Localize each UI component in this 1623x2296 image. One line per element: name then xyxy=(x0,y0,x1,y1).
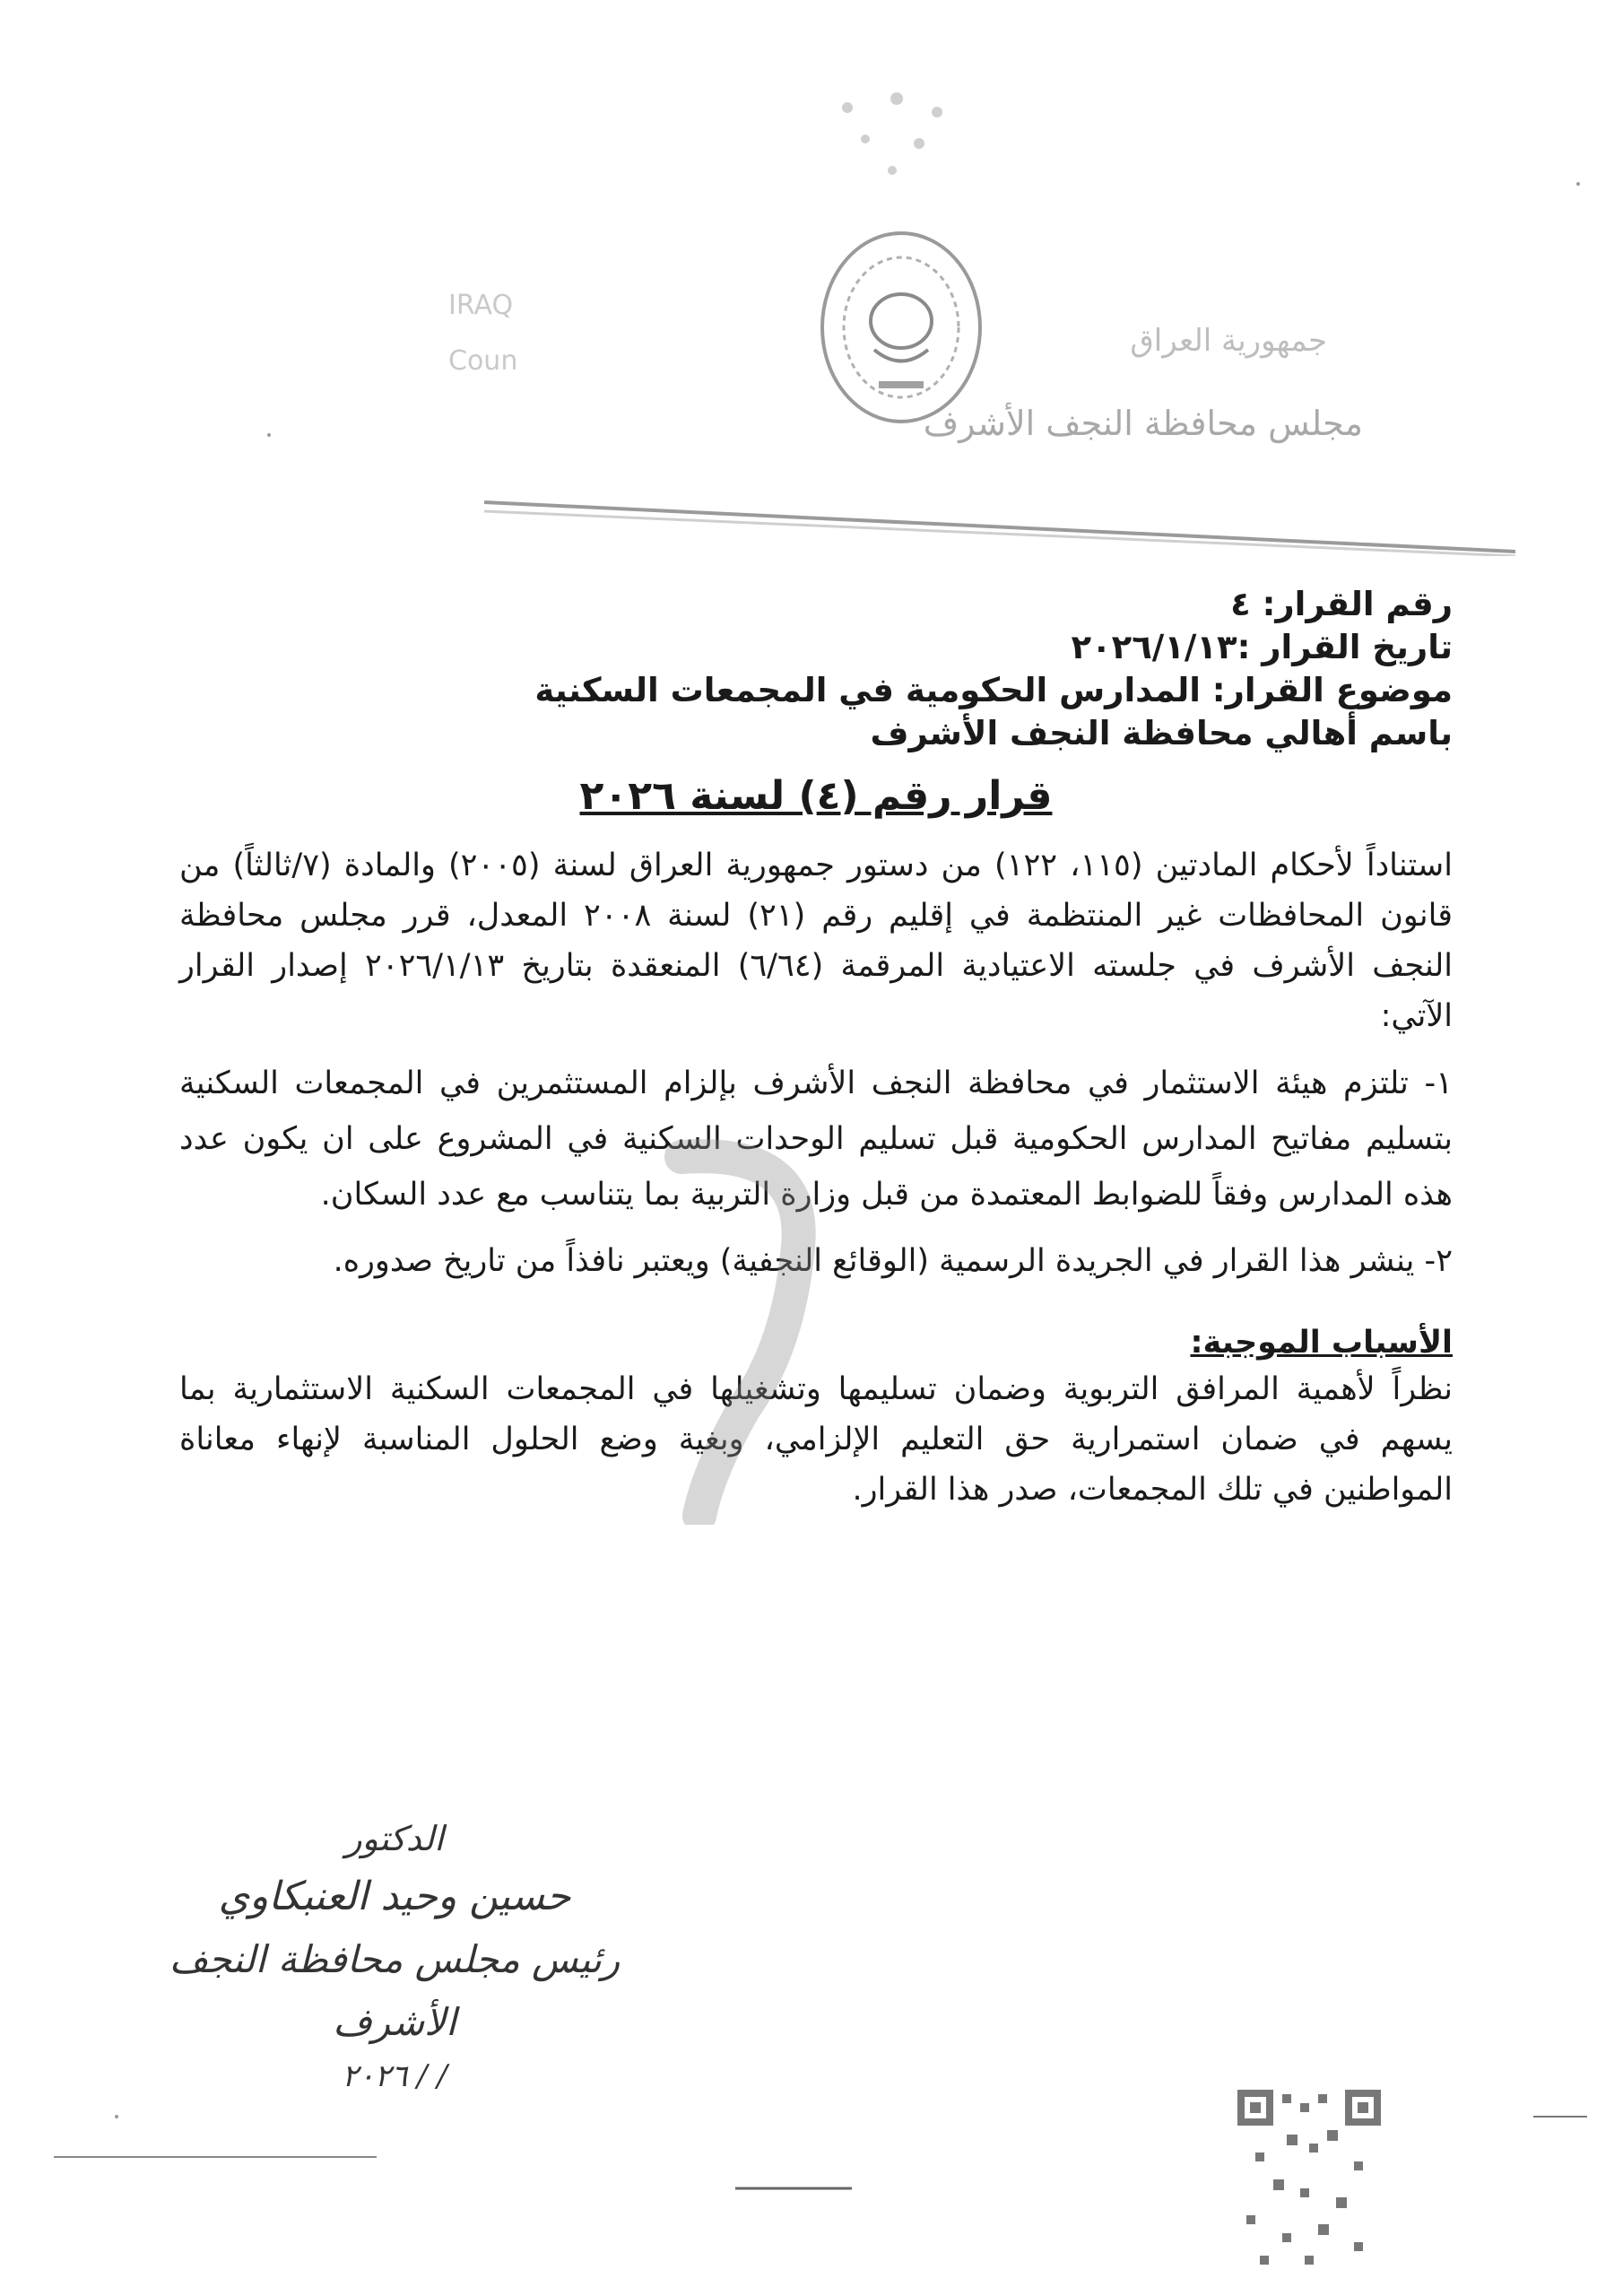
letterhead-english: IRAQ Coun xyxy=(448,290,518,377)
ink-smudge xyxy=(646,1139,843,1525)
signature-name: حسين وحيد العنبكاوي xyxy=(218,1874,571,1919)
signature-position: رئيس مجلس محافظة النجف الأشرف xyxy=(169,1937,621,2044)
letterhead-arabic-council: مجلس محافظة النجف الأشرف xyxy=(923,404,1363,443)
decision-item-2: ٢- ينشر هذا القرار في الجريدة الرسمية (الوقائع النجفية) ويعتبر نافذاً من تاريخ صدوره. xyxy=(333,1243,1453,1279)
reasons-heading: الأسباب الموجبة: xyxy=(1190,1325,1453,1361)
signature-title: الدكتور xyxy=(345,1819,444,1858)
signature-block xyxy=(126,1812,664,2099)
decision-number: رقم القرار: ٤ xyxy=(1230,585,1453,623)
signature-year: ٢٠٢٦ / / xyxy=(342,2058,447,2094)
decision-subject: موضوع القرار: المدارس الحكومية في المجمعات السكنية xyxy=(534,671,1453,709)
decision-date: تاريخ القرار :٢٠٢٦/١/١٣ xyxy=(1071,628,1453,666)
qr-code-icon xyxy=(1237,2090,1381,2269)
decision-preamble: استناداً لأحكام المادتين (١١٥، ١٢٢) من دستور جمهورية العراق لسنة (٢٠٠٥) والمادة (٧/ثالثاً) من قانون المحافظات غير المنتظمة في إقليم رقم (٢١) لسنة ٢٠٠٨ المعدل، قرر مجلس محافظة النجف الأشرف في جلسته الاعتيادية المرقمة (٦/٦٤) المنعقدة بتاريخ ٢٠٢٦/١/١٣ إصدار القرار الآتي: xyxy=(179,848,1454,1034)
decision-title: قرار رقم (٤) لسنة ٢٠٢٦ xyxy=(579,773,1053,819)
letterhead-divider xyxy=(484,466,1515,556)
decision-item-1: ١- تلتزم هيئة الاستثمار في محافظة النجف الأشرف بإلزام المستثمرين في المجمعات السكنية بتسليم مفاتيح المدارس الحكومية قبل تسليم الوحدات السكنية في المشروع على ان يكون عدد هذه المدارس وفقاً للضوابط المعتمدة من قبل وزارة التربية بما يتناسب مع عدد السكان. xyxy=(179,1065,1453,1213)
reasons-text: نظراً لأهمية المرافق التربوية وضمان تسليمها وتشغيلها في المجمعات السكنية الاستثمارية بما يسهم في ضمان استمرارية حق التعليم الإلزامي، وبغية وضع الحلول المناسبة لإنهاء معاناة المواطنين في تلك المجمعات، صدر هذا القرار. xyxy=(179,1371,1453,1508)
decision-people-line: باسم أهالي محافظة النجف الأشرف xyxy=(870,714,1453,752)
crest-mark xyxy=(812,81,973,179)
letterhead-arabic-republic: جمهورية العراق xyxy=(1130,323,1327,359)
